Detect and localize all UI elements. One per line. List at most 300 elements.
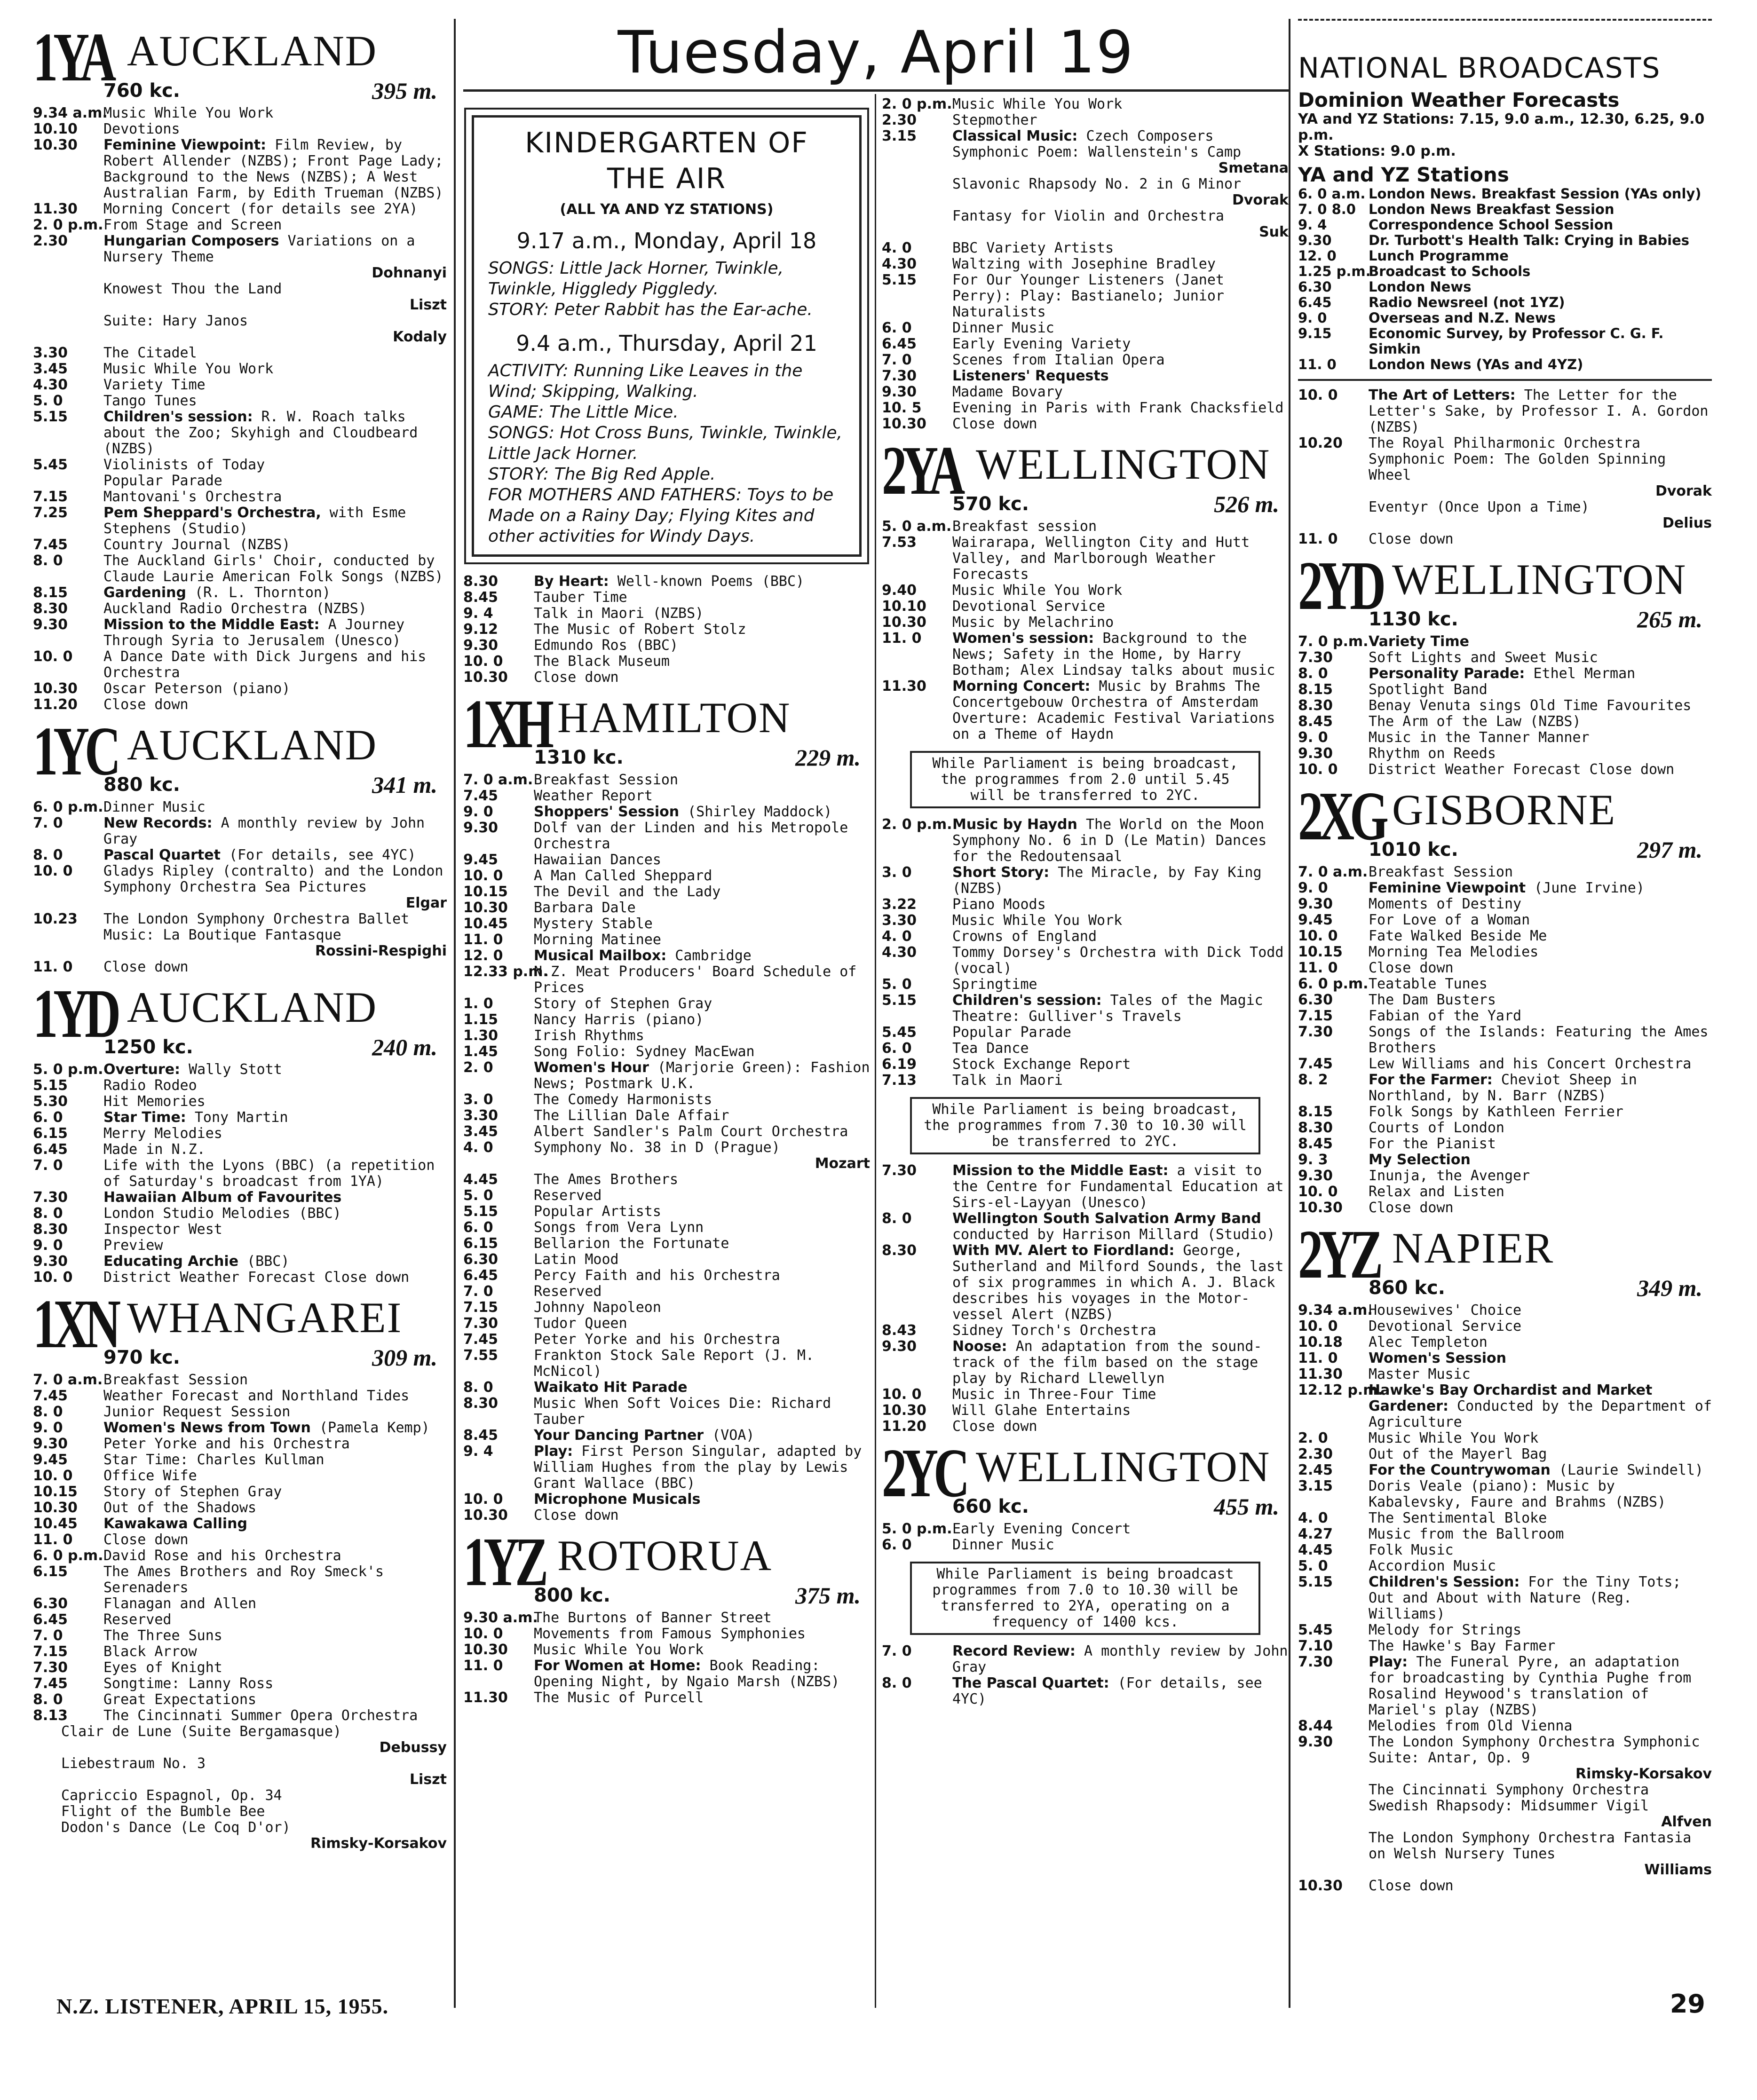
programme-item [33,1372,447,1388]
programme-heading: Overture: [103,1061,181,1078]
programme-description: Close down [103,1532,189,1548]
programme-description: George, Sutherland and Milford Sounds, the last of six programmes in which A. J. Black describes his voyages in the Motor-vessel Alert (NZBS) [952,1242,1284,1323]
programme-item [882,929,1289,945]
programme-time: 10. 5 [882,400,922,416]
programme-heading: Children's session: [952,992,1102,1009]
station-wavelength: 229 m. [795,744,861,771]
programme-item [463,1642,870,1658]
programme-time: 11.30 [33,201,78,217]
programme-description: (BBC) [247,1253,290,1270]
station-frequency: 660 kc. [952,1496,1029,1517]
programme-item [33,1420,447,1436]
programme-description: The Funeral Pyre, an adaptation for broadcasting by Cynthia Pughe from Rosalind Heywood's translation of Mariel's play (NZBS) [1369,1654,1692,1718]
programme-description: Hit Memories [103,1093,206,1110]
programme-item [1298,634,1712,650]
programme-description: Flanagan and Allen [103,1595,257,1612]
programme-item [882,817,1289,865]
programme-time: 6. 0 [463,1219,493,1236]
programme-time: 7.15 [33,489,68,505]
programme-description: Soft Lights and Sweet Music [1369,649,1598,666]
programme-item [1298,1526,1712,1542]
programme-time: 8. 0 [33,1404,63,1420]
kindergarten-line: SONGS: Little Jack Horner, Twinkle, Twinkle, Higgledy Piggledy. [488,259,784,299]
programme-description: Popular Parade [952,1024,1071,1041]
programme-description: with Esme Stephens (Studio) [103,505,406,537]
programme-description: Fabian of the Yard [1369,1008,1522,1024]
programme-time: 5. 0 p.m. [882,1521,952,1537]
programme-description: Crowns of England [952,928,1097,945]
programme-description: Knowest Thou the Land [103,281,282,297]
programme-item [33,1190,447,1206]
programme-description: District Weather Forecast Close down [1369,761,1675,778]
programme-time: 9. 0 [1298,310,1327,326]
programme-heading: Women's session: [952,630,1094,647]
parliament-notice: While Parliament is being broadcast programmes from 7.0 to 10.30 will be transferred to 2YA, operating on a frequency of 1400 kcs. [910,1562,1260,1635]
programme-time: 3.30 [882,912,917,929]
programme-time: 7.55 [463,1347,499,1364]
programme-description: Music by Brahms The Concertgebouw Orchestra of Amsterdam Overture: Academic Festival Variations on a Theme of Haydn [952,678,1275,742]
programme-description: Dinner Music [952,320,1054,336]
programme-item [33,1158,447,1190]
programme-item [1298,1510,1712,1526]
programme-item [463,654,870,670]
programme-time: 5. 0 [1298,1558,1328,1574]
programme-item [882,416,1289,432]
programme-time: 9.45 [33,1452,68,1468]
programme-description: Close down [103,959,189,975]
station-frequency: 1010 kc. [1369,839,1458,861]
programme-description: Benay Venuta sings Old Time Favourites [1369,697,1692,714]
national-item [1298,357,1712,372]
programme-time: 7. 0 a.m. [463,772,533,788]
programme-item [33,863,447,895]
programme-item [1298,1878,1712,1894]
programme-item [33,1724,447,1740]
programme-description: Gladys Ripley (contralto) and the London Symphony Orchestra Sea Pictures [103,863,443,895]
ya-yz-heading: YA and YZ Stations [1298,163,1509,186]
programme-item [33,1404,447,1420]
programme-item [33,377,447,393]
programme-time: 6.45 [33,1141,68,1158]
programme-description: The Three Suns [103,1627,222,1644]
programme-item [33,473,447,489]
station-call-sign: 1XH [463,686,549,763]
weather-line: X Stations: 9.0 p.m. [1298,143,1456,159]
programme-heading: My Selection [1369,1152,1471,1168]
programme-item [33,121,447,137]
programme-item [463,574,870,590]
programme-time: 10. 0 [33,863,73,879]
programme-item [1298,1830,1712,1862]
programme-time: 8.44 [1298,1718,1333,1734]
programme-item [33,1676,447,1692]
programme-description: Talk in Maori [952,1072,1063,1089]
programme-item [882,368,1289,384]
programme-time: 10. 0 [463,1626,503,1642]
programme-description: Close down [534,669,619,686]
programme-time: 8. 0 [1298,665,1328,682]
national-item [1298,186,1712,202]
programme-time: 11. 0 [1298,1350,1338,1366]
station-wavelength: 455 m. [1214,1493,1279,1520]
programme-item [882,865,1289,897]
programme-item [463,1380,870,1396]
programme-item [33,1436,447,1452]
programme-time: 4.30 [882,256,917,272]
programme-time: 10.30 [463,1642,508,1658]
programme-item [882,1323,1289,1339]
programme-description: Fantasy for Violin and Orchestra [952,208,1224,224]
programme-time: 5.45 [33,457,68,473]
station-header [882,432,1289,519]
programme-time: 7.25 [33,505,68,521]
programme-time: 6. 0 p.m. [33,1547,103,1564]
programme-heading: Pem Sheppard's Orchestra, [103,505,321,521]
programme-time: 11.20 [882,1418,926,1435]
programme-time: 8.45 [463,589,499,606]
programme-description: Melodies from Old Vienna [1369,1718,1573,1734]
programme-item [1298,896,1712,912]
programme-time: 8.30 [1298,697,1333,714]
programme-heading: Variety Time [1369,633,1469,650]
column-4 [1298,19,1712,1894]
programme-description: Inunja, the Avenger [1369,1168,1530,1184]
programme-time: 8.13 [33,1707,68,1724]
station-city: WELLINGTON [976,440,1271,488]
programme-description: Close down [103,696,189,713]
programme-item [1298,928,1712,944]
national-item [1298,248,1712,264]
programme-time: 7.15 [1298,1008,1333,1024]
programme-description: Percy Faith and his Orchestra [534,1267,780,1284]
programme-heading: Microphone Musicals [534,1491,701,1508]
programme-item [1298,1542,1712,1558]
programme-description: A Man Called Sheppard [534,868,712,884]
programme-description: Economic Survey, by Professor C. G. F. Simkin [1369,325,1664,357]
programme-item [463,1124,870,1140]
programme-item [33,217,447,233]
programme-time: 5. 0 [882,976,912,993]
kindergarten-title-1: KINDERGARTEN OF [525,126,808,159]
programme-description: Early Evening Variety [952,336,1131,352]
programme-description: Variations on a Nursery Theme [103,233,415,265]
programme-time: 11.30 [463,1689,508,1706]
programme-description: David Rose and his Orchestra [103,1547,341,1564]
programme-description: Sidney Torch's Orchestra [952,1322,1156,1339]
programme-time: 9. 0 [33,1420,63,1436]
programme-description: Devotional Service [1369,1318,1522,1334]
programme-time: 11. 0 [882,630,922,647]
programme-description: Piano Moods [952,896,1046,913]
programme-time: 10. 0 [1298,1184,1338,1200]
programme-time: 10.45 [463,916,508,932]
programme-description: The London Symphony Orchestra Fantasia on Welsh Nursery Tunes [1369,1830,1692,1862]
programme-time: 8.30 [33,1221,68,1238]
programme-description: Radio Rodeo [103,1077,197,1094]
station-wavelength: 375 m. [795,1582,861,1609]
programme-time: 2. 0 p.m. [882,96,952,112]
programme-description: Morning Matinee [534,932,661,948]
programme-description: Frankton Stock Sale Report (J. M. McNicol) [534,1347,815,1380]
programme-heading: Short Story: [952,864,1050,881]
programme-item [463,1284,870,1300]
column-2 [463,96,870,1706]
station-header [463,686,870,772]
programme-item [1298,730,1712,746]
kindergarten-line: SONGS: Hot Cross Buns, Twinkle, Twinkle, Little Jack Horner. [488,423,842,463]
programme-item [33,847,447,863]
programme-time: 10. 0 [463,868,503,884]
programme-item [882,1403,1289,1419]
programme-description: Film Review, by Robert Allender (NZBS); Front Page Lady; Background to the News (NZBS); A West Australian Farm, by Edith Trueman (NZBS) [103,137,443,201]
programme-item [33,313,447,329]
programme-time: 9. 4 [1298,217,1327,233]
programme-description: Close down [952,416,1037,432]
programme-item [463,948,870,964]
programme-time: 5.45 [882,1024,917,1041]
composer-name: Suk [1259,224,1289,240]
station-call-sign: 1YA [33,19,112,96]
programme-item [463,1626,870,1642]
programme-heading: Personality Parade: [1369,665,1525,682]
programme-heading: Children's session: [103,409,253,425]
programme-description: Morning Tea Melodies [1369,944,1539,960]
programme-item [882,1025,1289,1041]
programme-time: 7.30 [1298,649,1333,666]
programme-time: 4. 0 [1298,1510,1328,1526]
programme-item [1298,912,1712,928]
programme-description: Relax and Listen [1369,1184,1504,1200]
programme-item [882,519,1289,535]
programme-time: 6.45 [33,1611,68,1628]
programme-description: Office Wife [103,1468,197,1484]
programme-description: Clair de Lune (Suite Bergamasque) [61,1723,342,1740]
programme-description: (VOA) [712,1427,755,1444]
programme-time: 10. 0 [33,648,73,665]
programme-item [882,96,1289,112]
programme-item [882,336,1289,352]
programme-time: 5.15 [882,272,917,288]
programme-description: Waltzing with Josephine Bradley [952,256,1216,272]
programme-item [1298,387,1712,435]
programme-time: 7. 0 8.0 [1298,201,1356,217]
programme-item [463,996,870,1012]
programme-item [463,1428,870,1444]
programme-description: Well-known Poems (BBC) [617,573,805,590]
composer-name: Liszt [409,1771,447,1788]
programme-time: 2.30 [1298,1446,1333,1462]
programme-time: 1.25 p.m. [1298,263,1371,279]
programme-item [33,1142,447,1158]
programme-item [1298,1782,1712,1814]
programme-time: 11. 0 [463,932,503,948]
programme-time: 8. 0 [882,1675,912,1691]
programme-item [463,1444,870,1492]
programme-time: 6. 0 p.m. [33,799,103,815]
programme-time: 7.45 [463,788,499,804]
programme-item [1298,1366,1712,1382]
programme-item [882,993,1289,1025]
programme-description: Early Evening Concert [952,1521,1131,1537]
programme-description: Scenes from Italian Opera [952,352,1165,368]
programme-description: The Cincinnati Symphony Orchestra Swedish Rhapsody: Midsummer Vigil [1369,1782,1649,1814]
programme-heading: Mission to the Middle East: [103,616,320,633]
programme-description: Correspondence School Session [1369,217,1614,233]
programme-item [463,1044,870,1060]
station-frequency: 970 kc. [103,1347,180,1368]
programme-item [33,799,447,815]
programme-description: Reserved [534,1283,602,1300]
programme-description: From Stage and Screen [103,217,282,233]
programme-time: 8.30 [463,573,499,590]
programme-heading: New Records: [103,815,213,831]
programme-description: Devotions [103,121,180,137]
programme-item [463,1188,870,1204]
station-call-sign: 2YA [882,432,961,509]
programme-time: 10. 0 [1298,387,1338,403]
programme-item [1298,1136,1712,1152]
programme-time: 8. 0 [33,553,63,569]
programme-heading: Women's News from Town [103,1420,311,1436]
programme-time: 6.15 [33,1563,68,1580]
programme-time: 7. 0 p.m. [1298,633,1369,650]
programme-item [33,393,447,409]
programme-item [1298,698,1712,714]
programme-description: Melody for Strings [1369,1622,1522,1638]
programme-description: Moments of Destiny [1369,896,1522,912]
programme-item [463,788,870,804]
programme-description: Rhythm on Reeds [1369,745,1496,762]
programme-time: 7. 0 [882,1643,912,1659]
programme-description: Cambridge [675,947,752,964]
programme-time: 11. 0 [1298,531,1338,547]
programme-time: 8.45 [1298,1136,1333,1152]
programme-description: The World on the Moon Symphony No. 6 in D (Le Matin) Dances for the Redoutensaal [952,816,1267,865]
programme-time: 1. 0 [463,995,493,1012]
programme-time: 8.45 [463,1427,499,1444]
station-city: ROTORUA [557,1532,773,1579]
programme-item [1298,1638,1712,1654]
programme-item [463,900,870,916]
programme-description: Breakfast Session [103,1372,248,1388]
programme-item [463,1172,870,1188]
programme-item [1298,682,1712,698]
programme-item [882,1419,1289,1435]
programme-time: 7.45 [1298,1056,1333,1072]
programme-description: Czech Composers Symphonic Poem: Wallenstein's Camp [952,128,1242,160]
programme-description: Madame Bovary [952,384,1063,400]
programme-time: 8.15 [1298,681,1333,698]
programme-time: 10.30 [882,416,926,432]
programme-item [882,1041,1289,1057]
programme-time: 5. 0 p.m. [33,1061,103,1078]
programme-time: 6.45 [463,1267,499,1284]
programme-item [882,599,1289,615]
station-frequency: 1130 kc. [1369,608,1458,630]
programme-item [33,537,447,553]
programme-time: 6.30 [1298,992,1333,1008]
programme-description: Weather Forecast and Northland Tides [103,1388,410,1404]
programme-description: Fate Walked Beside Me [1369,928,1547,944]
programme-time: 10.30 [882,1402,926,1419]
programme-description: Folk Music [1369,1542,1454,1558]
programme-item [1298,666,1712,682]
station-frequency: 800 kc. [534,1585,610,1606]
programme-time: 8. 0 [33,1691,63,1708]
programme-item [1298,1350,1712,1366]
programme-time: 8.30 [882,1242,917,1259]
programme-heading: Music by Haydn [952,816,1077,833]
programme-description: A monthly review by John Gray [952,1643,1288,1675]
station-header [33,713,447,799]
programme-item [33,1500,447,1516]
programme-item [33,911,447,943]
composer-name: Alfven [1661,1814,1712,1830]
programme-description: Music While You Work [952,96,1123,112]
programme-item [1298,762,1712,778]
programme-description: The London Symphony Orchestra Symphonic Suite: Antar, Op. 9 [1369,1734,1700,1766]
programme-heading: With MV. Alert to Fiordland: [952,1242,1175,1259]
station-frequency: 860 kc. [1369,1277,1445,1299]
programme-time: 4. 0 [882,928,912,945]
programme-time: 5.15 [33,1077,68,1094]
national-item [1298,233,1712,248]
station-wavelength: 297 m. [1637,837,1702,863]
programme-description: BBC Variety Artists [952,240,1114,256]
programme-item [1298,435,1712,483]
programme-time: 6. 0 [33,1109,63,1126]
programme-item [33,681,447,697]
programme-description: Violinists of Today [103,457,265,473]
programme-time: 7.13 [882,1072,917,1089]
programme-time: 3.22 [882,896,917,913]
programme-item [463,820,870,852]
programme-description: Peter Yorke and his Orchestra [103,1436,350,1452]
programme-item [463,622,870,638]
programme-time: 3.45 [33,361,68,377]
programme-time: 7.10 [1298,1638,1333,1654]
programme-time: 10.20 [1298,435,1343,451]
programme-item [463,1348,870,1380]
programme-description: Tea Dance [952,1040,1029,1057]
programme-description: Popular Artists [534,1203,661,1220]
programme-item [463,1028,870,1044]
station-city: AUCKLAND [127,721,378,769]
programme-item [33,1804,447,1820]
programme-item [33,457,447,473]
programme-description: Life with the Lyons (BBC) (a repetition of Saturday's broadcast from 1YA) [103,1157,435,1190]
programme-time: 12. 0 [1298,248,1337,264]
programme-time: 3.15 [1298,1478,1333,1494]
programme-item [33,697,447,713]
composer-name: Debussy [379,1739,447,1756]
programme-description: Music While You Work [534,1642,704,1658]
programme-description: Breakfast Session [534,772,679,788]
programme-description: Master Music [1369,1366,1471,1382]
programme-description: The Arm of the Law (NZBS) [1369,713,1581,730]
footer-publication: N.Z. LISTENER, APRIL 15, 1955. [56,1994,389,2018]
programme-heading: For the Countrywoman [1369,1462,1551,1478]
programme-time: 9.30 [882,1338,917,1355]
programme-item [1298,1718,1712,1734]
programme-time: 10.15 [463,884,508,900]
programme-time: 9.30 [33,1436,68,1452]
programme-item [882,320,1289,336]
programme-time: 9.34 a.m. [1298,1302,1373,1318]
programme-description: Tango Tunes [103,393,197,409]
programme-time: 7.45 [33,537,68,553]
programme-heading: Morning Concert: [952,678,1091,695]
